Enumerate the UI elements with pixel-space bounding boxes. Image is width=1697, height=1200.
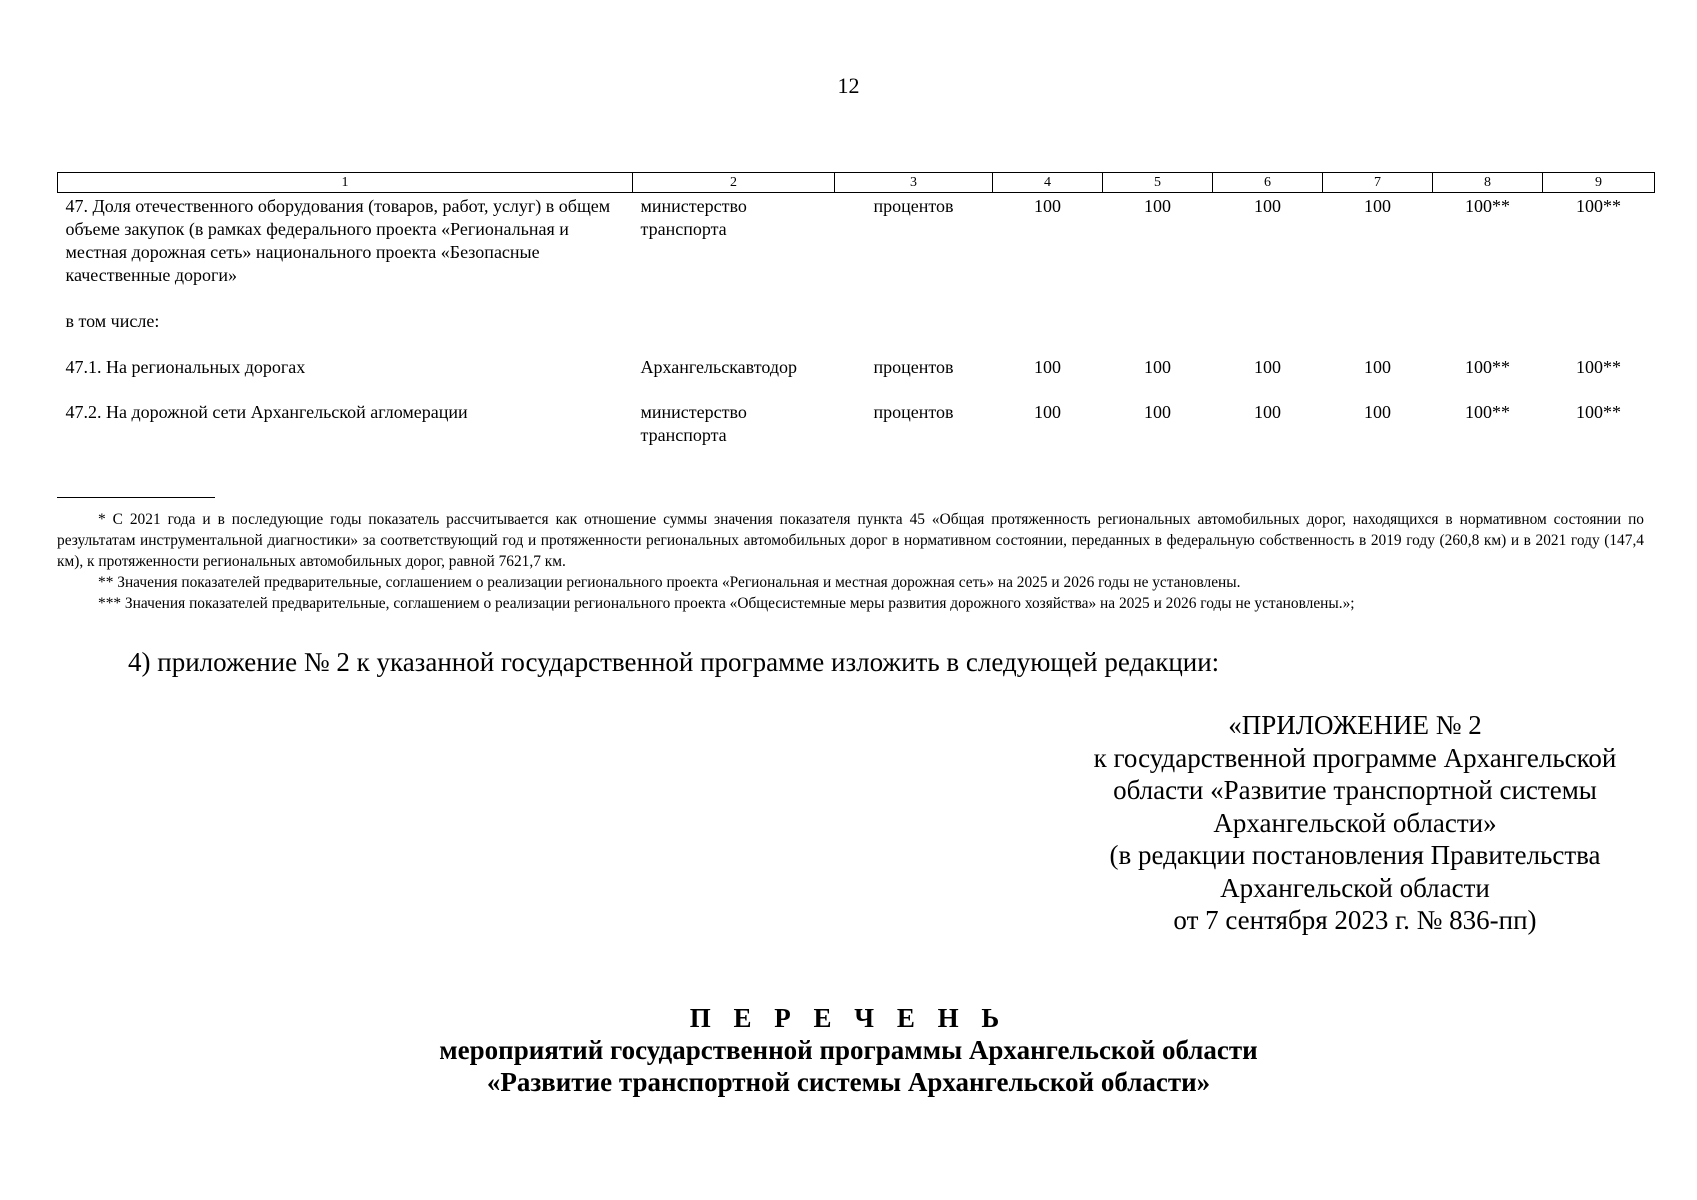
indicator-value: 100 [1254, 357, 1281, 377]
indicator-value: 100 [1144, 357, 1171, 377]
footnote-separator [57, 497, 215, 498]
footnotes [57, 509, 1644, 614]
including-label: в том числе: [65, 311, 160, 331]
unit-of-measure: процентов [873, 357, 954, 377]
appendix-line: «ПРИЛОЖЕНИЕ № 2 [1228, 710, 1482, 740]
table-row [58, 287, 1655, 334]
column-header: 1 [58, 173, 633, 193]
column-header: 2 [633, 173, 835, 193]
column-header: 6 [1213, 173, 1323, 193]
responsible-executor: Архангельскавтодор [640, 357, 797, 377]
list-subtitle-line-1: мероприятий государственной программы Архангельской области [439, 1035, 1258, 1065]
appendix-line: к государственной программе Архангельской [1093, 742, 1617, 773]
indicator-value: 100 [1254, 402, 1281, 422]
indicator-value: 100 [1254, 196, 1281, 216]
indicator-value: 100** [1465, 402, 1510, 422]
list-title [0, 1002, 1697, 1098]
list-subtitle-line-2: «Развитие транспортной системы Архангельской области» [486, 1067, 1211, 1097]
indicator-value: 100 [1144, 196, 1171, 216]
responsible-executor: министерство транспорта [640, 196, 747, 239]
appendix-line: области «Развитие транспортной системы [1113, 775, 1597, 805]
indicator-name: 47.2. На дорожной сети Архангельской агломерации [65, 402, 468, 422]
column-header: 5 [1103, 173, 1213, 193]
indicators-table [57, 172, 1655, 447]
column-header: 3 [835, 173, 993, 193]
indicator-value: 100 [1364, 402, 1391, 422]
table-row [58, 334, 1655, 379]
page-number: 12 [837, 73, 860, 98]
indicator-value: 100 [1034, 402, 1061, 422]
indicator-name: 47.1. На региональных дорогах [65, 357, 306, 377]
table-row [58, 193, 1655, 288]
column-header: 7 [1323, 173, 1433, 193]
appendix-line: Архангельской области [1220, 872, 1490, 903]
column-header: 9 [1543, 173, 1655, 193]
appendix-line: Архангельской области» [1213, 807, 1497, 838]
unit-of-measure: процентов [873, 402, 954, 422]
appendix-line: от 7 сентября 2023 г. № 836-пп) [1173, 905, 1537, 935]
footnote-1: * С 2021 года и в последующие годы показатель рассчитывается как отношение суммы значения показателя пункта 45 «Общая протяженность региональных автомобильных дорог, находящихся в нормативном состоянии по результатам инструментальной диагностики» за соответствующий год и протяженности региональных автомобильных дорог в нормативном состоянии, переданных в федеральную собственность в 2019 году (260,8 км) и в 2021 году (147,4 км), к протяженности региональных автомобильных дорог, равной 7621,7 км. [57, 511, 1644, 570]
footnote-2: ** Значения показателей предварительные, соглашением о реализации регионального проекта «Региональная и местная дорожная сеть» на 2025 и 2026 годы не установлены. [98, 574, 1241, 591]
indicator-value: 100 [1144, 402, 1171, 422]
column-header: 4 [993, 173, 1103, 193]
indicator-value: 100** [1576, 402, 1621, 422]
indicator-value: 100** [1576, 196, 1621, 216]
unit-of-measure: процентов [873, 196, 954, 216]
indicator-value: 100 [1034, 196, 1061, 216]
footnote-3: *** Значения показателей предварительные, соглашением о реализации регионального проекта «Общесистемные меры развития дорожного хозяйства» на 2025 и 2026 годы не установлены.»; [98, 595, 1355, 612]
list-heading: П Е Р Е Ч Е Н Ь [689, 1003, 1008, 1033]
table-row [58, 379, 1655, 447]
responsible-executor: министерство транспорта [640, 402, 747, 445]
appendix-line: (в редакции постановления Правительства [1109, 840, 1601, 870]
amendment-instruction: 4) приложение № 2 к указанной государственной программе изложить в следующей редакции: [128, 647, 1220, 677]
appendix-header [1060, 709, 1650, 937]
indicator-value: 100 [1364, 196, 1391, 216]
table-header-row [58, 173, 1655, 193]
indicator-value: 100** [1465, 196, 1510, 216]
indicator-name: 47. Доля отечественного оборудования (товаров, работ, услуг) в общем объеме закупок (в рамках федерального проекта «Региональная и местная дорожная сеть» национального проекта «Безопасные качественные дороги» [65, 196, 611, 285]
indicator-value: 100** [1465, 357, 1510, 377]
indicator-value: 100 [1364, 357, 1391, 377]
indicator-value: 100** [1576, 357, 1621, 377]
indicator-value: 100 [1034, 357, 1061, 377]
column-header: 8 [1433, 173, 1543, 193]
